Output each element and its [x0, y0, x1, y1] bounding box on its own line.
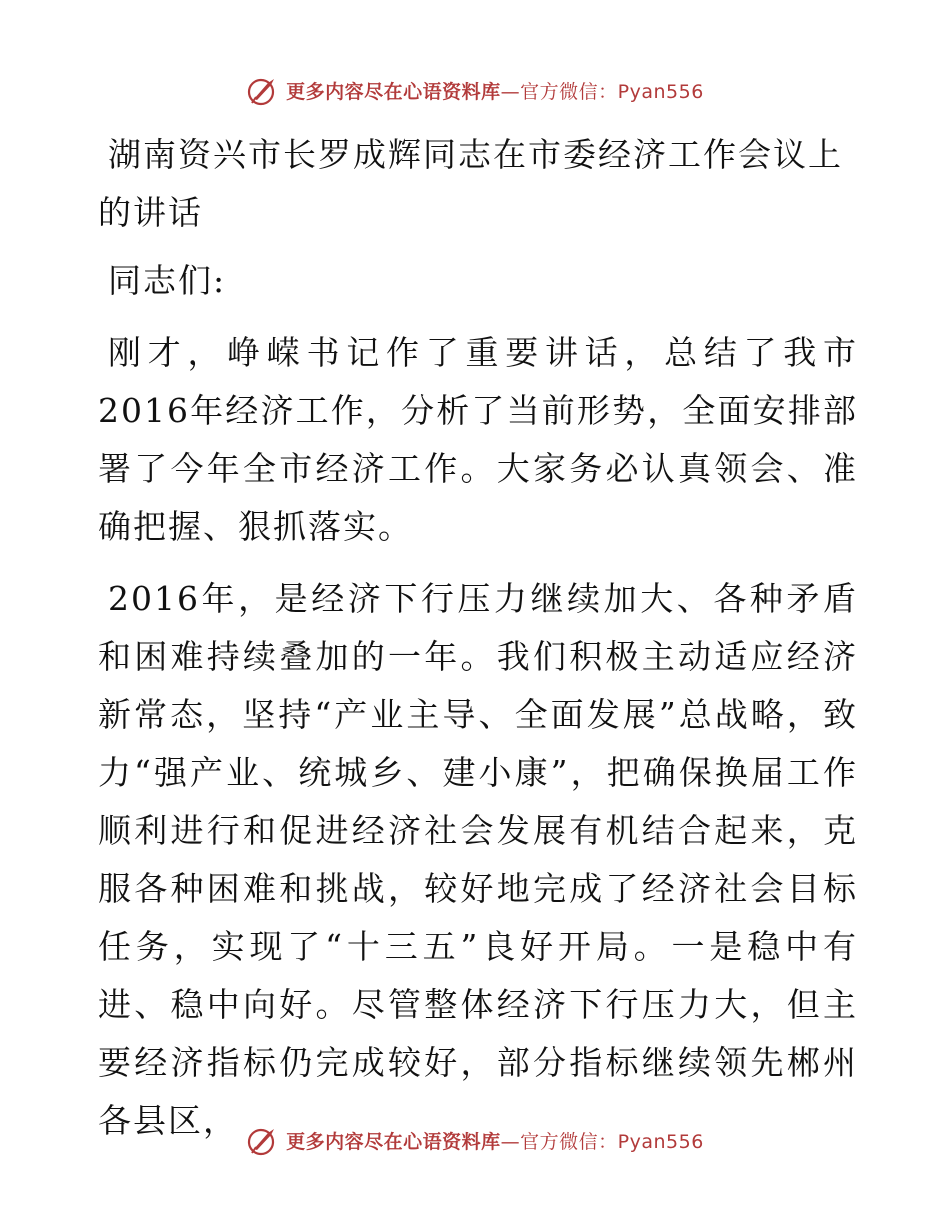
header-watermark-tail: —官方微信：Pyan556 [500, 80, 704, 103]
header-watermark-lead: 更多内容尽在心语资料库 [286, 80, 501, 103]
footer-watermark-banner [0, 1120, 950, 1160]
document-title: 湖南资兴市长罗成辉同志在市委经济工作会议上的讲话 [98, 135, 843, 232]
header-watermark-banner [0, 70, 950, 110]
salutation: 同志们: [108, 261, 227, 300]
paragraph-2: 2016年，是经济下行压力继续加大、各种矛盾和困难持续叠加的一年。我们积极主动适应经济新常态，坚持“产业主导、全面发展”总战略，致力“强产业、统城乡、建小康”，把确保换届工作顺利进行和促进经济社会发展有机结合起来，克服各种困难和挑战，较好地完成了经济社会目标任务，实现了“十三五”良好开局。一是稳中有进、稳中向好。尽管整体经济下行压力大，但主要经济指标仍完成较好，部分指标继续领先郴州各县区， [98, 579, 858, 1140]
header-watermark-text [286, 77, 704, 104]
document-body [98, 126, 858, 1164]
paragraph-1: 刚才，峥嵘书记作了重要讲话，总结了我市2016年经济工作，分析了当前形势，全面安排部署了今年全市经济工作。大家务必认真领会、准确把握、狠抓落实。 [98, 333, 858, 546]
quill-logo-icon [246, 73, 280, 107]
footer-watermark-lead: 更多内容尽在心语资料库 [286, 1130, 501, 1153]
quill-logo-icon [246, 1123, 280, 1157]
footer-watermark-tail: —官方微信：Pyan556 [500, 1130, 704, 1153]
footer-watermark-text [286, 1127, 704, 1154]
